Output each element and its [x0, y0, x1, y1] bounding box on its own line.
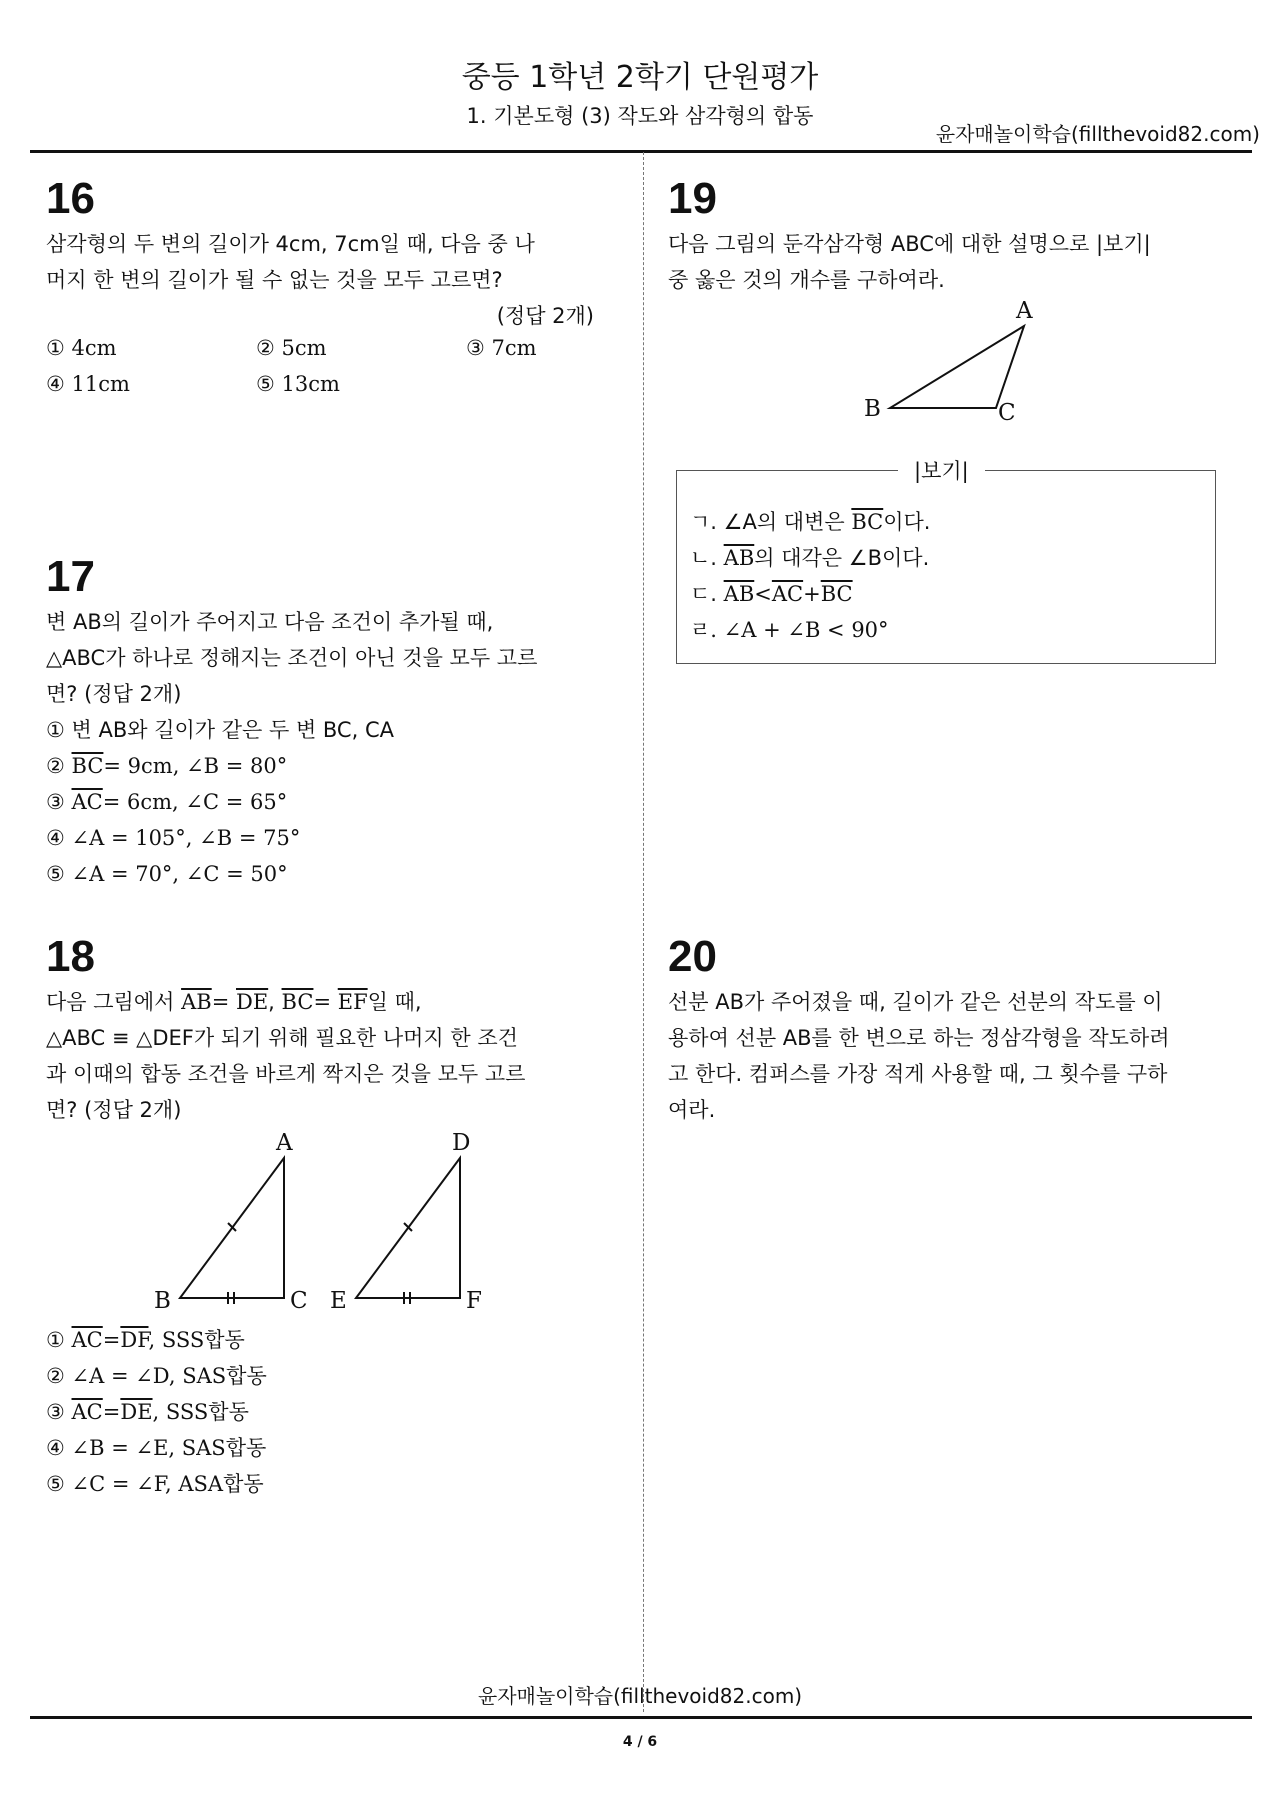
page-title: 중등 1학년 2학기 단원평가 — [461, 60, 819, 95]
segment-label: $\overline{AB}$ — [723, 546, 755, 570]
option-rest: = 6cm, ∠C = 65° — [102, 790, 288, 814]
question-20 — [668, 932, 1216, 1128]
vertex-label-b: B — [154, 1288, 171, 1314]
question-text-line: 여라. — [668, 1098, 716, 1122]
segment-label: $\overline{DE}$ — [236, 990, 269, 1014]
vertex-label-c: C — [290, 1288, 308, 1314]
vertex-label-e: E — [330, 1288, 347, 1314]
example-item-4: ㄹ. ∠A + ∠B < 90° — [690, 618, 889, 642]
congruent-triangles-figure — [140, 1128, 500, 1318]
question-number: 20 — [668, 932, 717, 981]
option-4[interactable]: ④ 11cm — [46, 372, 130, 396]
segment-label: $\overline{AC}$ — [71, 790, 103, 814]
option-1[interactable] — [46, 1322, 594, 1358]
segment-label: $\overline{AC}$ — [771, 582, 804, 606]
text-span: + — [803, 582, 821, 606]
question-18-options — [46, 1322, 594, 1502]
header-brand: 윤자매놀이학습(fillthevoid82.com) — [935, 122, 1260, 146]
question-17 — [46, 552, 594, 892]
option-4[interactable]: ④ ∠B = ∠E, SAS합동 — [46, 1436, 267, 1460]
question-19 — [668, 174, 1216, 298]
text-span: = — [211, 990, 230, 1014]
text-span: 이다. — [883, 510, 931, 534]
text-span: ㄴ. — [690, 546, 717, 570]
question-text-line: 면? (정답 2개) — [46, 682, 182, 706]
question-text-line: 용하여 선분 AB를 한 변으로 하는 정삼각형을 작도하려 — [668, 1026, 1170, 1050]
page-number: 4 / 6 — [622, 1734, 658, 1750]
question-number: 19 — [668, 174, 717, 223]
vertex-label-a: A — [1016, 298, 1033, 324]
question-text-line: 고 한다. 컴퍼스를 가장 적게 사용할 때, 그 횟수를 구하 — [668, 1062, 1168, 1086]
option-rest: , SSS합동 — [152, 1400, 249, 1424]
example-item-3 — [690, 576, 930, 612]
option-rest: = 9cm, ∠B = 80° — [103, 754, 288, 778]
question-number: 18 — [46, 932, 95, 981]
segment-label: $\overline{DF}$ — [120, 1328, 149, 1352]
text-span: = — [313, 990, 332, 1014]
option-4[interactable]: ④ ∠A = 105°, ∠B = 75° — [46, 826, 301, 850]
option-number: ③ — [46, 1400, 65, 1424]
segment-label: $\overline{BC}$ — [820, 582, 853, 606]
page-subtitle: 1. 기본도형 (3) 작도와 삼각형의 합동 — [466, 104, 814, 128]
question-text-line: 중 옳은 것의 개수를 구하여라. — [668, 268, 945, 292]
text-span: ㄱ. ∠A의 대변은 — [690, 510, 845, 534]
option-number: ② — [46, 754, 65, 778]
option-3[interactable] — [46, 1394, 594, 1430]
option-5[interactable]: ⑤ 13cm — [256, 372, 340, 396]
example-item-1 — [690, 504, 930, 540]
footer-rule — [30, 1716, 1252, 1719]
vertex-label-d: D — [452, 1130, 471, 1156]
question-number: 16 — [46, 174, 95, 223]
option-5[interactable]: ⑤ ∠C = ∠F, ASA합동 — [46, 1472, 264, 1496]
question-text-line: △ABC ≡ △DEF가 되기 위해 필요한 나머지 한 조건 — [46, 1026, 518, 1050]
question-text-line: 삼각형의 두 변의 길이가 4cm, 7cm일 때, 다음 중 나 — [46, 232, 535, 256]
question-number: 17 — [46, 552, 95, 601]
option-number: ① — [46, 1328, 65, 1352]
option-1[interactable]: ① 4cm — [46, 336, 117, 360]
segment-label: $\overline{EF}$ — [337, 990, 368, 1014]
footer-brand: 윤자매놀이학습(fillthevoid82.com) — [477, 1684, 803, 1708]
question-18 — [46, 932, 594, 1128]
segment-label: $\overline{AC}$ — [71, 1328, 103, 1352]
vertex-label-f: F — [466, 1288, 482, 1314]
question-text-line: 변 AB의 길이가 주어지고 다음 조건이 추가될 때, — [46, 610, 494, 634]
obtuse-triangle-figure — [850, 296, 1050, 426]
example-item-2 — [690, 540, 930, 576]
option-3[interactable] — [46, 784, 594, 820]
segment-label: $\overline{BC}$ — [281, 990, 314, 1014]
option-number: ③ — [46, 790, 65, 814]
option-2[interactable]: ② ∠A = ∠D, SAS합동 — [46, 1364, 267, 1388]
segment-label: $\overline{DE}$ — [120, 1400, 153, 1424]
question-text-line: 면? (정답 2개) — [46, 1098, 182, 1122]
text-span: 의 대각은 ∠B이다. — [754, 546, 930, 570]
question-text-line: 과 이때의 합동 조건을 바르게 짝지은 것을 모두 고르 — [46, 1062, 526, 1086]
question-text-line: 머지 한 변의 길이가 될 수 없는 것을 모두 고르면? — [46, 268, 503, 292]
question-text-line: △ABC가 하나로 정해지는 조건이 아닌 것을 모두 고르 — [46, 646, 538, 670]
text-span: , — [268, 990, 275, 1014]
option-3[interactable]: ③ 7cm — [466, 336, 537, 360]
vertex-label-a: A — [276, 1130, 293, 1156]
segment-label: $\overline{BC}$ — [71, 754, 104, 778]
text-span: = — [102, 1328, 121, 1352]
text-span: < — [754, 582, 772, 606]
option-2[interactable] — [46, 748, 594, 784]
vertex-label-b: B — [864, 396, 881, 422]
segment-label: $\overline{AB}$ — [181, 990, 212, 1014]
option-1[interactable]: ① 변 AB와 길이가 같은 두 변 BC, CA — [46, 718, 394, 742]
text-span: = — [102, 1400, 121, 1424]
header-rule — [30, 150, 1252, 153]
option-rest: , SSS합동 — [148, 1328, 245, 1352]
segment-label: $\overline{AC}$ — [71, 1400, 103, 1424]
question-text-line — [46, 984, 594, 1020]
text-span: ㄷ. — [690, 582, 717, 606]
example-box-title: |보기| — [898, 455, 985, 485]
column-divider — [643, 152, 644, 1712]
example-box-items — [690, 504, 930, 648]
question-16 — [46, 174, 594, 334]
question-text-line: 다음 그림의 둔각삼각형 ABC에 대한 설명으로 |보기| — [668, 232, 1151, 256]
segment-label: $\overline{BC}$ — [851, 510, 884, 534]
option-5[interactable]: ⑤ ∠A = 70°, ∠C = 50° — [46, 862, 288, 886]
text-span: 다음 그림에서 — [46, 990, 175, 1014]
text-span: 일 때, — [367, 990, 422, 1014]
option-2[interactable]: ② 5cm — [256, 336, 327, 360]
segment-label: $\overline{AB}$ — [723, 582, 755, 606]
question-text-line: 선분 AB가 주어졌을 때, 길이가 같은 선분의 작도를 이 — [668, 990, 1163, 1014]
vertex-label-c: C — [998, 400, 1016, 426]
triangle-abc — [890, 326, 1024, 408]
answer-count-note: (정답 2개) — [496, 304, 594, 328]
